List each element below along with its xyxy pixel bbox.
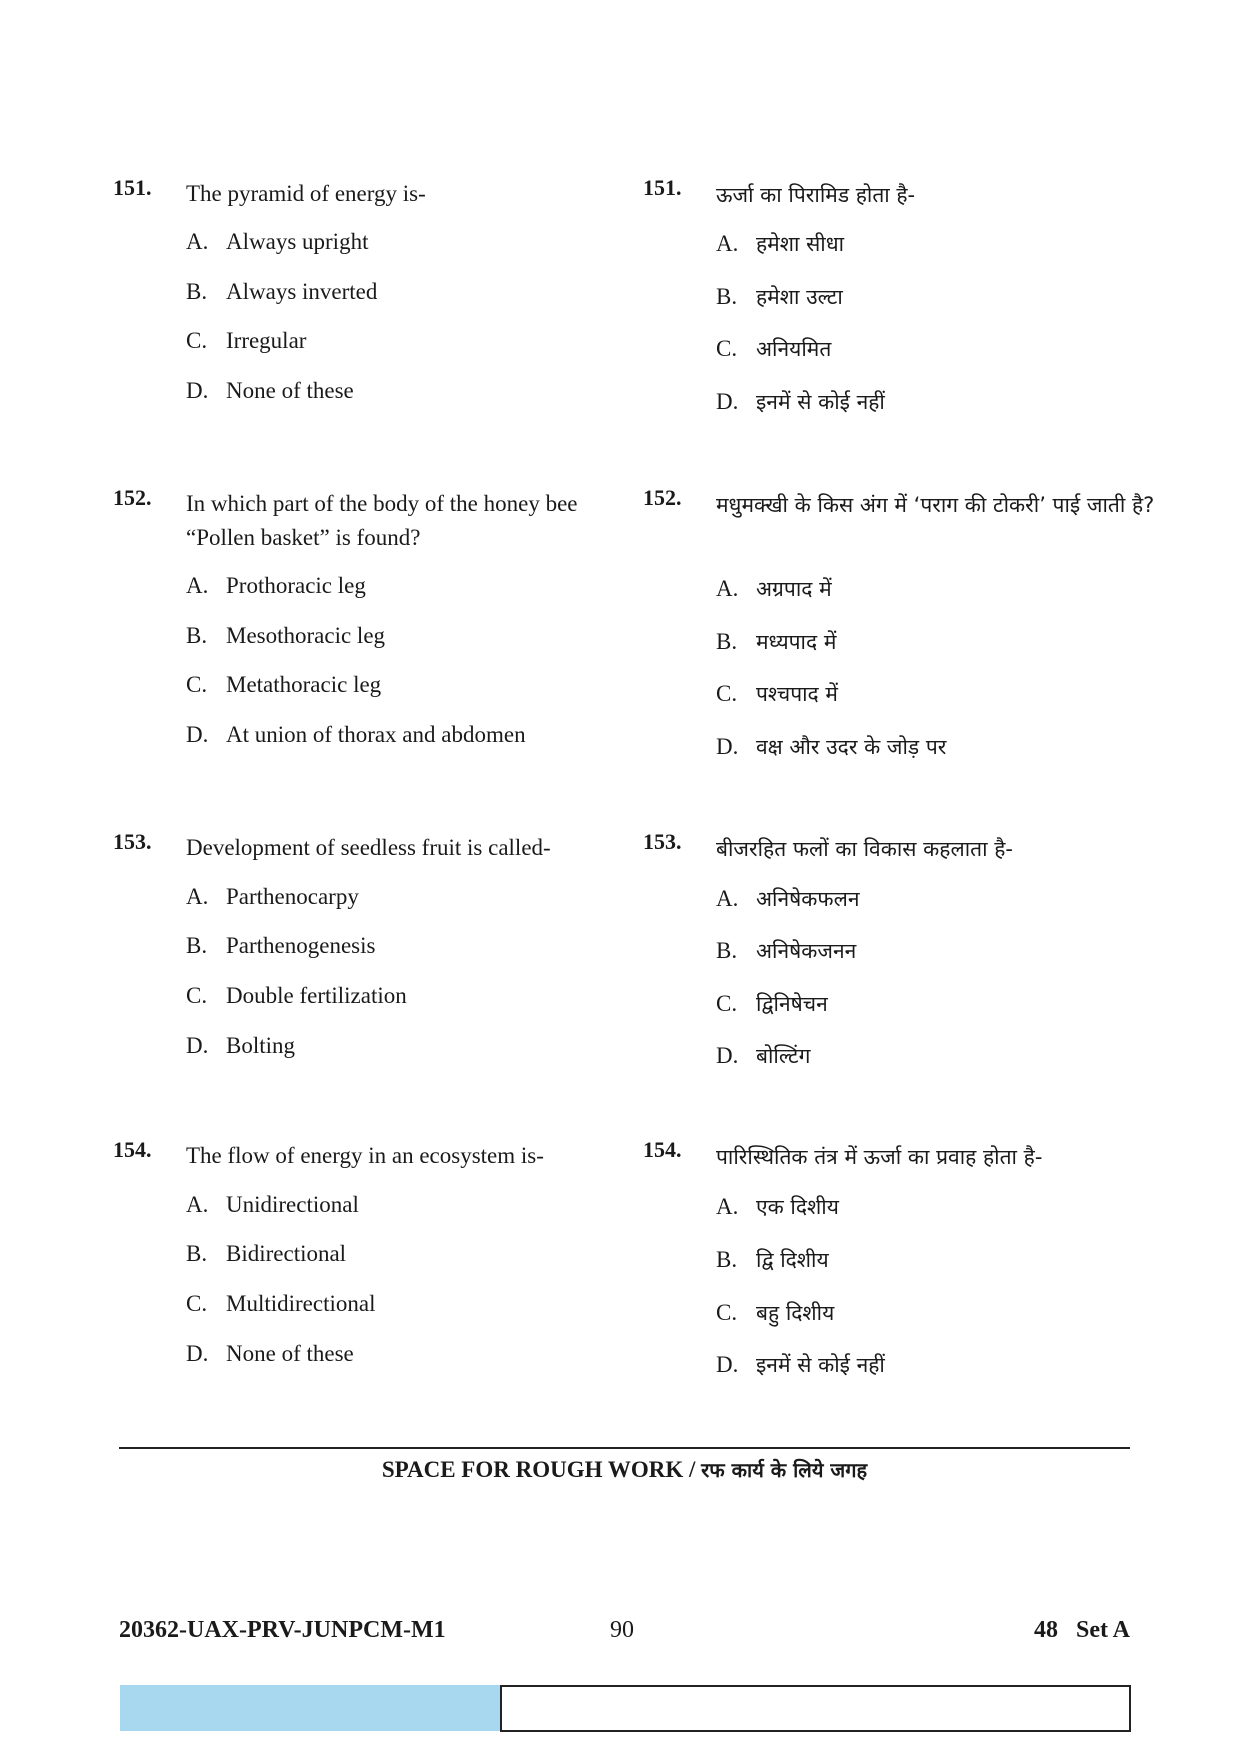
question-text: ऊर्जा का पिरामिड होता है- [716, 183, 916, 207]
option-d: D. वक्ष और उदर के जोड़ पर [716, 734, 947, 759]
option-a: A. एक दिशीय [716, 1194, 839, 1219]
option-d: D. Bolting [186, 1033, 296, 1058]
option-a: A. Prothoracic leg [186, 573, 366, 598]
question-number: 153. [643, 829, 682, 854]
footer-color-bar [120, 1685, 500, 1731]
rough-work-english: SPACE FOR ROUGH WORK / [381, 1457, 702, 1482]
rough-work-heading [119, 1456, 1130, 1483]
question-number: 151. [113, 175, 152, 200]
question-number: 154. [113, 1137, 152, 1162]
rough-work-divider [119, 1447, 1130, 1449]
option-d: D. इनमें से कोई नहीं [716, 1352, 885, 1377]
footer-outline-box [500, 1685, 1131, 1732]
option-b: B. Bidirectional [186, 1241, 347, 1266]
option-b: B. Mesothoracic leg [186, 623, 386, 648]
option-c: C. बहु दिशीय [716, 1300, 835, 1325]
rough-work-hindi: रफ कार्य के लिये जगह [701, 1458, 868, 1482]
option-b: B. हमेशा उल्टा [716, 284, 843, 309]
question-text: मधुमक्खी के किस अंग में ‘पराग की टोकरी’ पाई जाती है? [716, 493, 1155, 517]
option-b: B. मध्यपाद में [716, 629, 837, 654]
question-text: बीजरहित फलों का विकास कहलाता है- [716, 837, 1013, 861]
question-number: 153. [113, 829, 152, 854]
option-a: A. Always upright [186, 229, 369, 254]
option-d: D. None of these [186, 1341, 354, 1366]
option-d: D. बोल्टिंग [716, 1043, 811, 1068]
question-text: Development of seedless fruit is called- [186, 835, 551, 860]
option-d: D. इनमें से कोई नहीं [716, 389, 885, 414]
option-b: B. अनिषेकजनन [716, 938, 857, 963]
page-number: 90 [610, 1617, 634, 1643]
option-a: A. अनिषेकफलन [716, 886, 860, 911]
question-number: 151. [643, 175, 682, 200]
option-a: A. Parthenocarpy [186, 884, 359, 909]
question-number: 154. [643, 1137, 682, 1162]
option-a: A. Unidirectional [186, 1192, 359, 1217]
option-c: C. पश्चपाद में [716, 681, 838, 706]
question-text: In which part of the body of the honey bee “Pollen basket” is found? [186, 491, 578, 550]
option-c: C. Irregular [186, 328, 307, 353]
set-label: 48 Set A [1034, 1617, 1130, 1643]
option-d: D. At union of thorax and abdomen [186, 722, 526, 747]
option-d: D. None of these [186, 378, 354, 403]
option-a: A. हमेशा सीधा [716, 231, 845, 256]
option-b: B. Always inverted [186, 279, 378, 304]
option-c: C. Double fertilization [186, 983, 407, 1008]
question-text: The flow of energy in an ecosystem is- [186, 1143, 544, 1168]
option-b: B. द्वि दिशीय [716, 1247, 829, 1272]
option-c: C. Metathoracic leg [186, 672, 382, 697]
paper-code: 20362-UAX-PRV-JUNPCM-M1 [119, 1617, 446, 1643]
option-a: A. अग्रपाद में [716, 576, 832, 601]
question-number: 152. [643, 485, 682, 510]
option-c: C. Multidirectional [186, 1291, 376, 1316]
question-text: The pyramid of energy is- [186, 181, 426, 206]
option-c: C. अनियमित [716, 336, 832, 361]
question-text: पारिस्थितिक तंत्र में ऊर्जा का प्रवाह होता है- [716, 1145, 1043, 1169]
option-c: C. द्विनिषेचन [716, 991, 828, 1016]
question-number: 152. [113, 485, 152, 510]
option-b: B. Parthenogenesis [186, 933, 376, 958]
